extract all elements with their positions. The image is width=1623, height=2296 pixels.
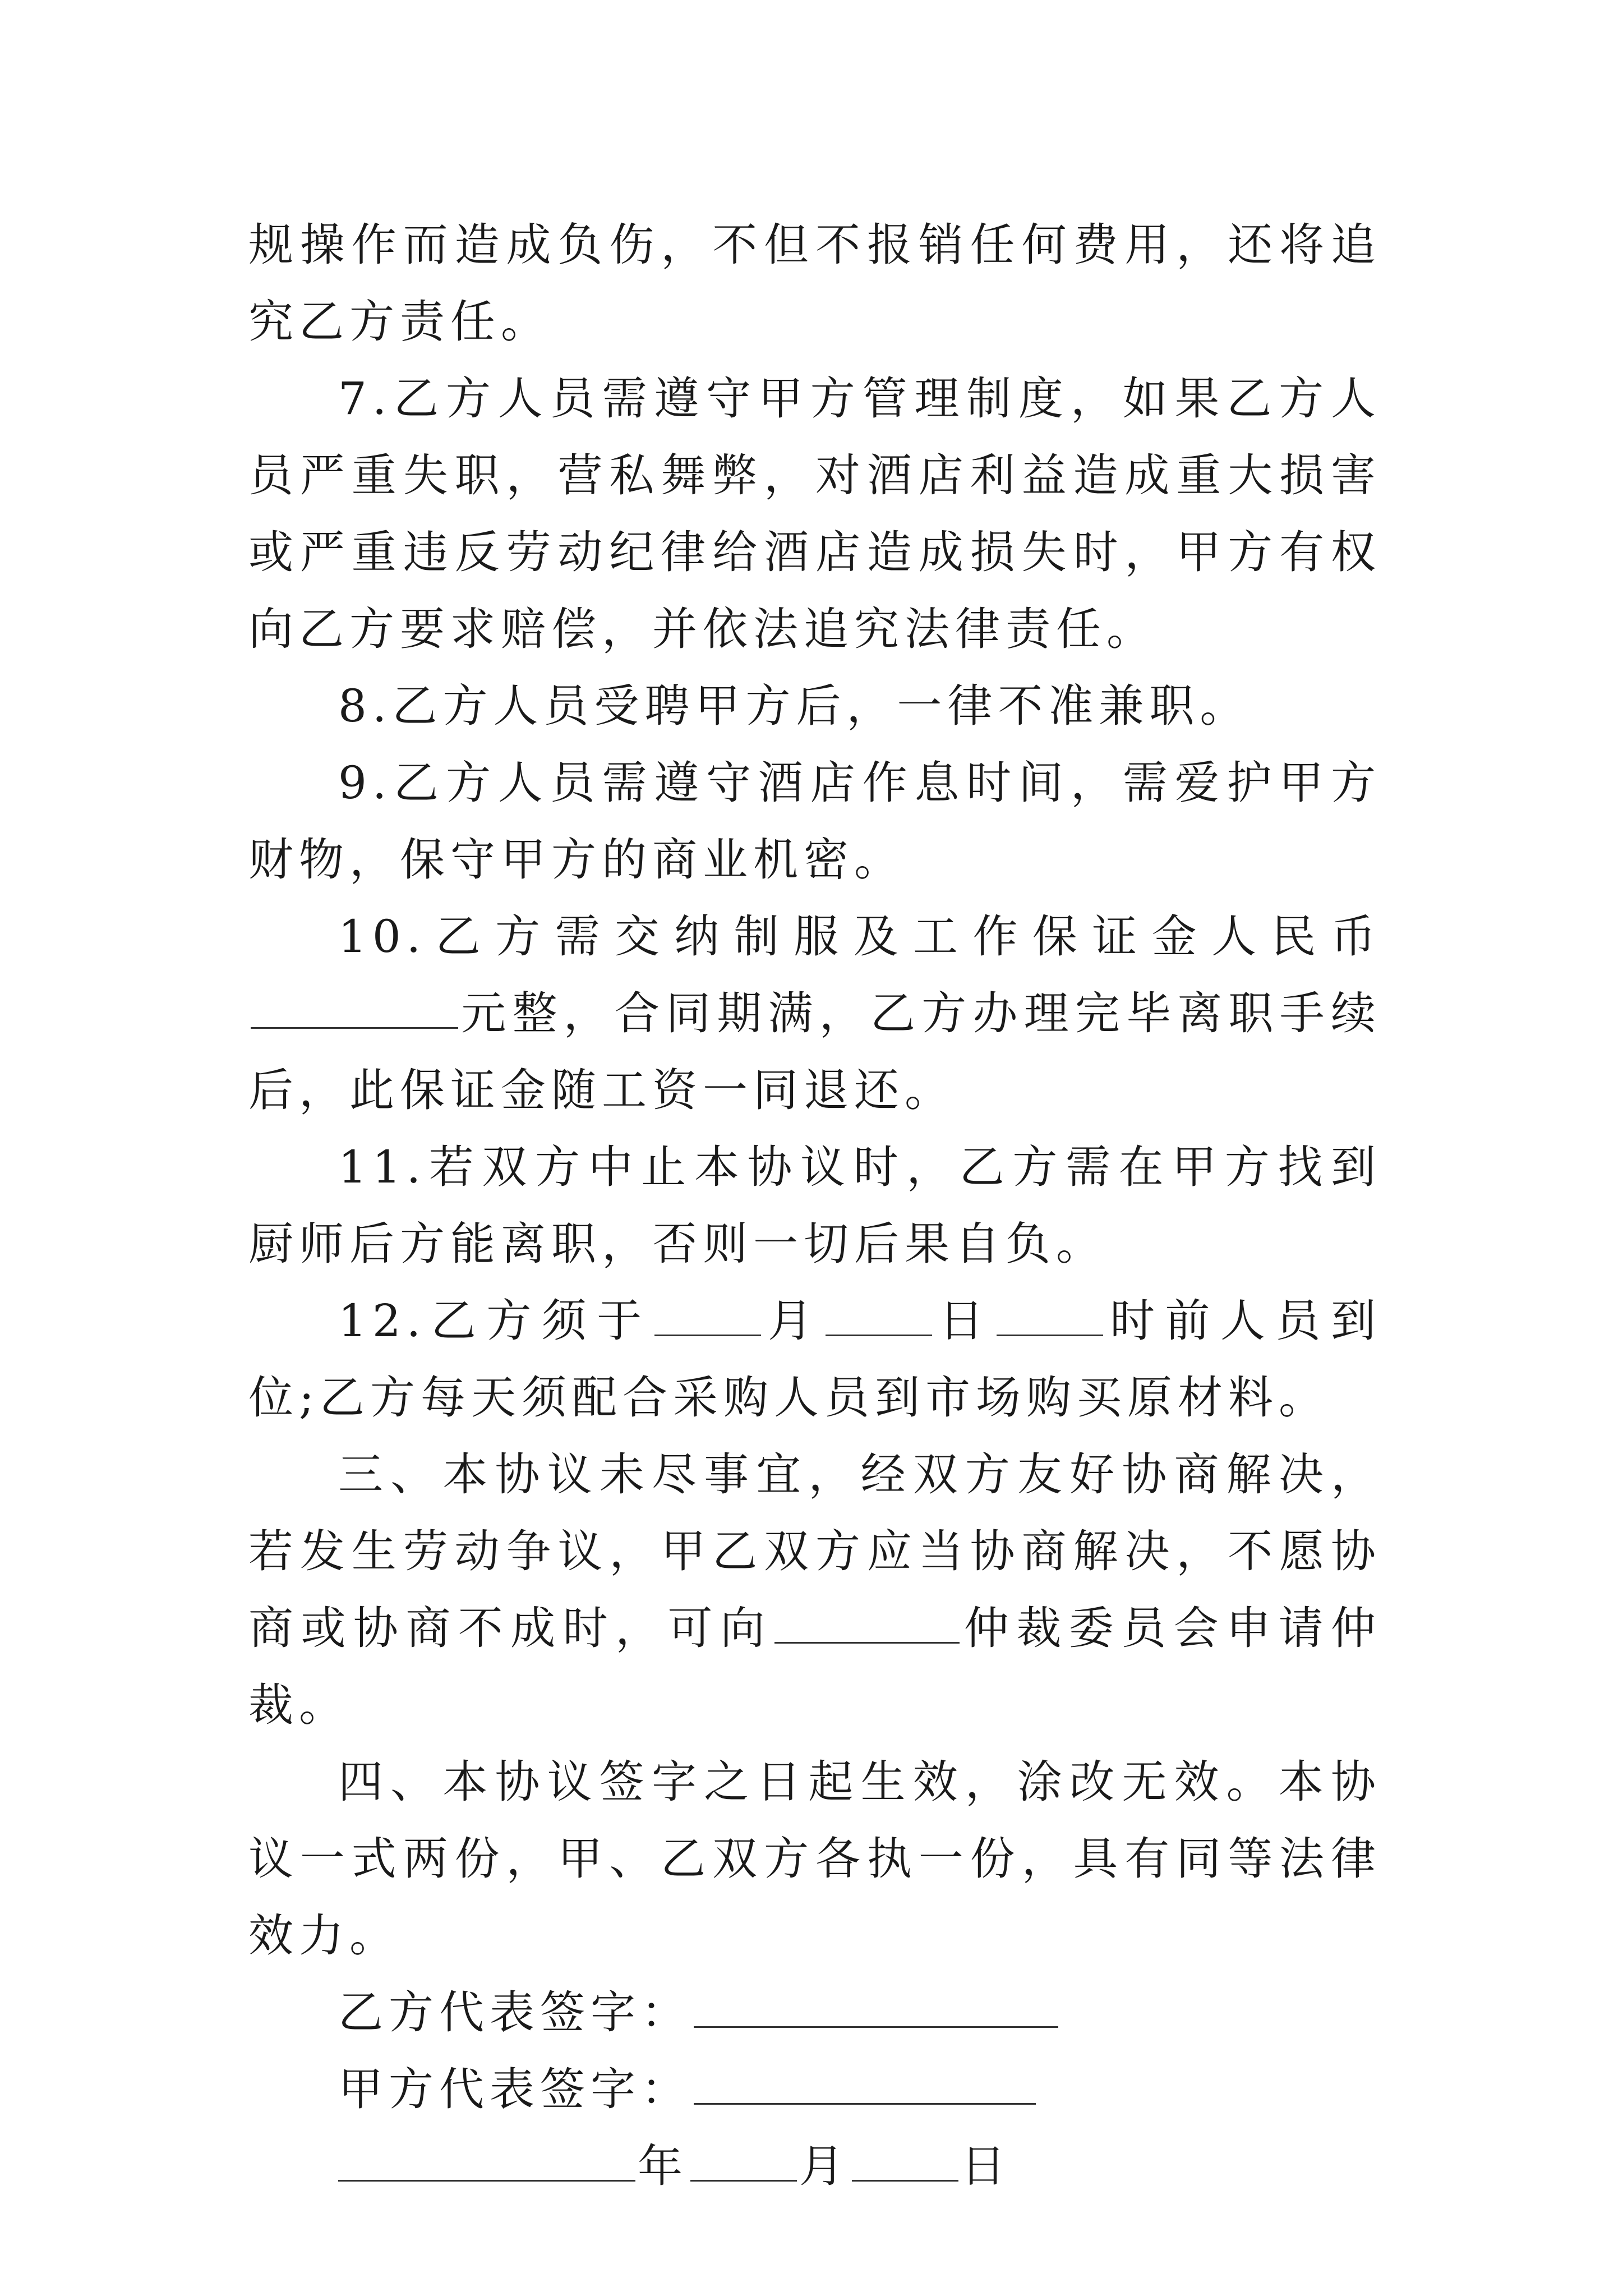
year-blank	[338, 2141, 635, 2182]
paragraph-10-before: 10.乙方需交纳制服及工作保证金人民币	[338, 910, 1381, 963]
party-b-signature-line	[248, 1974, 1381, 2051]
paragraph-9: 9.乙方人员需遵守酒店作息时间，需爱护甲方财物，保守甲方的商业机密。	[248, 757, 1381, 886]
party-a-signature-blank	[694, 2064, 1036, 2105]
paragraph-12-part4: 时前人员到位;乙方每天须配合采购人员到市场购买原材料。	[248, 1295, 1382, 1424]
paragraph-12-part1: 12.乙方须于	[338, 1295, 652, 1347]
paragraph-three-before: 三、本协议未尽事宜，经双方友好协商解决，若发生劳动争议，甲乙双方应当协商解决，不愿协商或协商不成时，可向	[248, 1448, 1381, 1654]
deposit-amount-blank	[251, 988, 458, 1029]
month-blank	[654, 1295, 761, 1336]
year-label: 年	[638, 2140, 688, 2192]
paragraph-three	[248, 1436, 1381, 1743]
arbitration-committee-blank	[774, 1603, 960, 1644]
paragraph-8: 8.乙方人员受聘甲方后，一律不准兼职。	[338, 680, 1251, 732]
paragraph-three-after: 仲裁委员会申请仲裁。	[248, 1602, 1382, 1731]
signing-date-line	[248, 2128, 1381, 2205]
day-label: 日	[961, 2140, 1011, 2192]
hour-blank	[997, 1295, 1103, 1336]
party-b-signature-label: 乙方代表签字：	[338, 1986, 691, 2039]
date-day-blank	[852, 2141, 958, 2182]
paragraph-12-part3: 日	[934, 1295, 994, 1347]
party-a-signature-line	[248, 2051, 1381, 2128]
document-body	[248, 206, 1381, 2205]
party-b-signature-blank	[694, 1987, 1058, 2028]
paragraph-10-after: 元整，合同期满，乙方办理完毕离职手续后，此保证金随工资一同退还。	[248, 987, 1381, 1116]
paragraph-10	[248, 898, 1381, 1129]
paragraph-continuation: 规操作而造成负伤，不但不报销任何费用，还将追究乙方责任。	[248, 219, 1381, 348]
party-a-signature-label: 甲方代表签字：	[338, 2063, 691, 2115]
paragraph-four: 四、本协议签字之日起生效，涂改无效。本协议一式两份，甲、乙双方各执一份，具有同等法律效力。	[248, 1756, 1381, 1962]
paragraph-7: 7.乙方人员需遵守甲方管理制度，如果乙方人员严重失职，营私舞弊，对酒店利益造成重大损害或严重违反劳动纪律给酒店造成损失时，甲方有权向乙方要求赔偿，并依法追究法律责任。	[248, 372, 1381, 655]
paragraph-12	[248, 1282, 1381, 1436]
date-month-blank	[690, 2141, 797, 2182]
month-label: 月	[799, 2140, 850, 2192]
day-blank	[826, 1295, 932, 1336]
paragraph-12-part2: 月	[763, 1295, 823, 1347]
paragraph-11: 11.若双方中止本协议时，乙方需在甲方找到厨师后方能离职，否则一切后果自负。	[248, 1141, 1381, 1270]
